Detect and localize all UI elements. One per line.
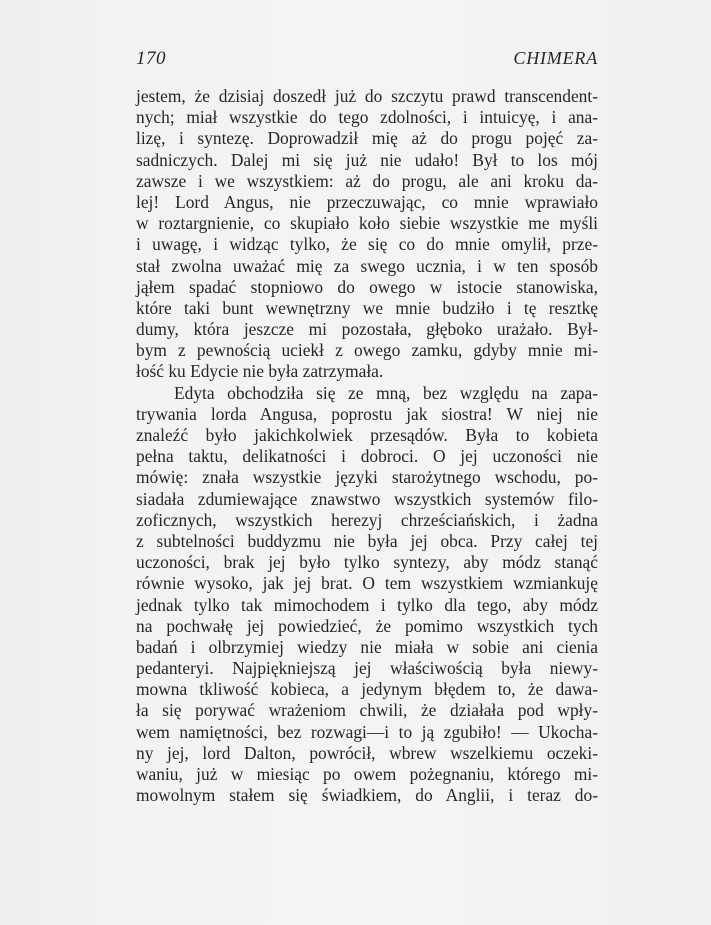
text-line: lizę, i syntezę. Doprowadził mię aż do progu pojęć za- [136,128,598,149]
text-line: z subtelności buddyzmu nie była jej obca. Przy całej tej [136,530,598,551]
text-line: dumy, która jeszcze mi pozostała, głęboko urażało. Był- [136,319,598,340]
text-line: badań i olbrzymiej wiedzy nie miała w sobie ani cienia [136,636,598,657]
text-line: sadniczych. Dalej mi się już nie udało! Był to los mój [136,149,598,170]
text-line-paragraph-start: Edyta obchodziła się ze mną, bez względu na zapa- [174,382,598,403]
text-line: siadała zdumiewające znawstwo wszystkich systemów filo- [136,488,598,509]
text-line: zoficznych, wszystkich herezyj chrześciańskich, i żadna [136,509,598,530]
text-line: uczoności, brak jej było tylko syntezy, aby módz stanąć [136,552,598,573]
running-title: CHIMERA [513,48,598,68]
text-line: na pochwałę jej powiedzieć, że pomimo wszystkich tych [136,615,598,636]
text-line: waniu, już w miesiąc po owem pożegnaniu, którego mi- [136,764,598,784]
text-line: które taki bunt wewnętrzny we mnie budziło i tę resztkę [136,297,598,318]
text-line: jednak tylko tak mimochodem i tylko dla tego, aby módz [136,594,598,615]
text-line: lej! Lord Angus, nie przeczuwając, co mnie wprawiało [136,191,598,212]
text-line: mowolnym stałem się świadkiem, do Anglii, i teraz do- [136,785,598,806]
text-line: w roztargnienie, co skupiało koło siebie wszystkie me myśli [136,213,598,234]
text-line: bym z pewnością uciekł z owego zamku, gdyby mnie mi- [136,340,598,361]
text-line: i uwagę, i widząc tylko, że się co do mnie omylił, prze- [136,234,598,255]
text-line: równie wysoko, jak jej brat. O tem wszystkiem wzmiankuję [136,573,598,594]
text-line: jestem, że dzisiaj doszedł już do szczytu prawd transcendent- [136,86,598,106]
text-line: pełna taktu, delikatności i dobroci. O jej uczoności nie [136,446,598,467]
text-line: mowna tkliwość kobieca, a jedynym błędem to, że dawa- [136,679,598,700]
running-head [136,48,598,72]
text-line: znaleźć było jakichkolwiek przesądów. Była to kobieta [136,425,598,445]
text-line: mówię: znała wszystkie języki starożytnego wschodu, po- [136,467,598,488]
text-line: jąłem spadać stopniowo do owego w istocie stanowiska, [136,276,598,297]
text-line: zawsze i we wszystkiem: aż do progu, ale ani kroku da- [136,170,598,191]
text-line: nych; miał wszystkie do tego zdolności, i intuicyę, i ana- [136,107,598,128]
body-text [136,86,598,806]
text-line: pedanteryi. Najpiękniejszą jej właściwością była niewy- [136,658,598,679]
text-line: wem namiętności, bez rozwagi—i to ją zgubiło! — Ukocha- [136,721,598,742]
text-line: ła się porywać wrażeniom chwili, że działała pod wpły- [136,700,598,721]
text-line: trywania lorda Angusa, poprostu jak siostra! W niej nie [136,403,598,424]
page-number: 170 [136,48,166,69]
text-line-paragraph-end: łość ku Edycie nie była zatrzymała. [136,361,384,382]
text-line: stał zwolna uważać mię za swego ucznia, i w ten sposób [136,255,598,276]
text-line: ny jej, lord Dalton, powrócił, wbrew wszelkiemu oczeki- [136,742,598,763]
